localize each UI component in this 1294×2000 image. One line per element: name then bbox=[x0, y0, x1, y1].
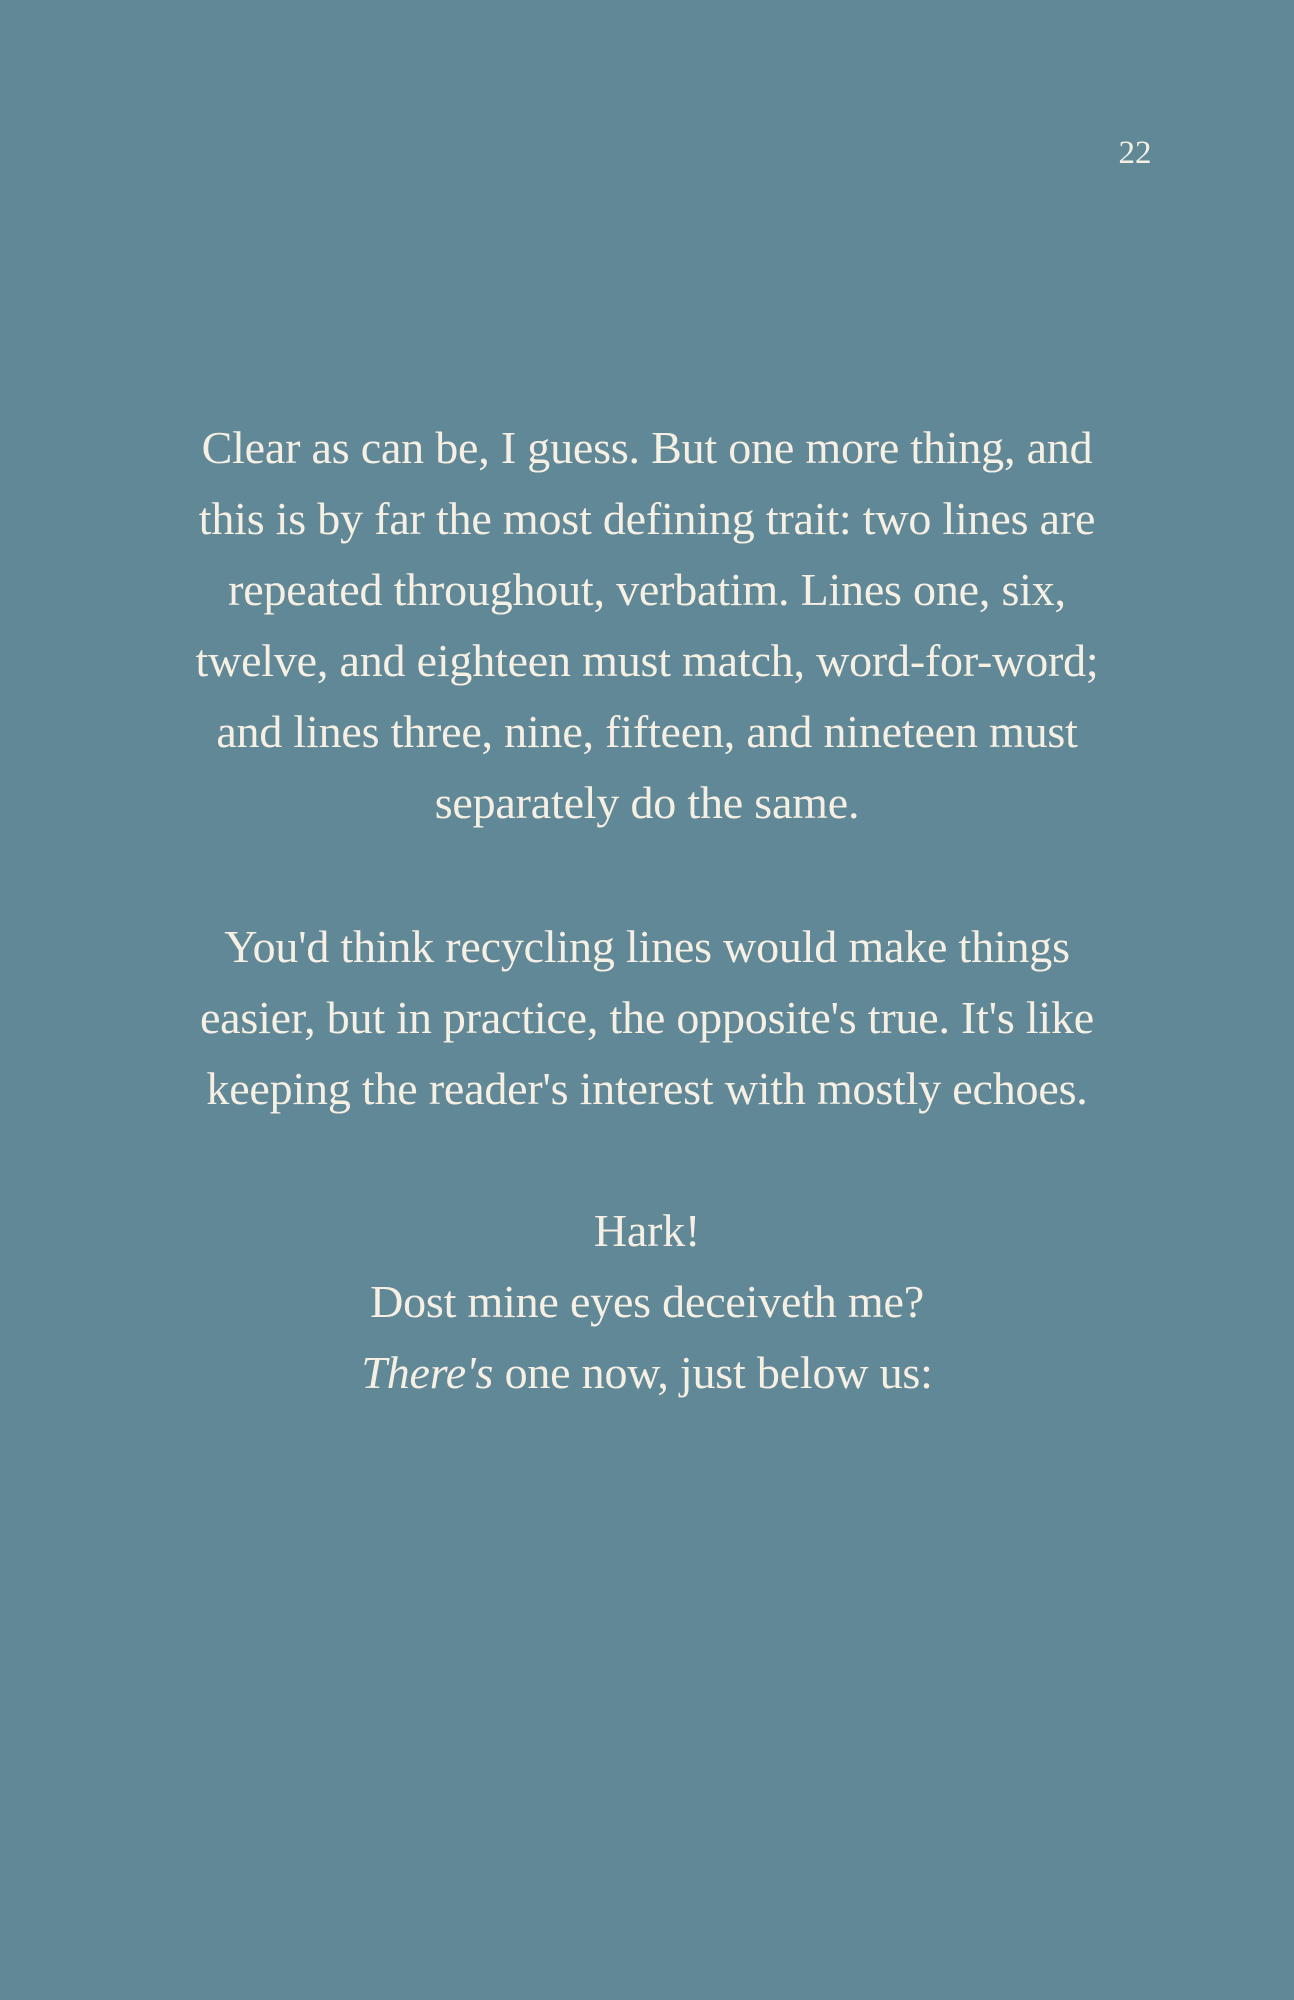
paragraph-line: Dost mine eyes deceiveth me? bbox=[370, 1276, 924, 1327]
paragraph-line: easier, but in practice, the opposite's true. It's like bbox=[199, 992, 1095, 1043]
paragraph-2 bbox=[150, 911, 1144, 1124]
paragraph-line: Clear as can be, I guess. But one more thing, and bbox=[201, 422, 1093, 473]
paragraph-line: separately do the same. bbox=[434, 777, 860, 828]
paragraph-line: repeated throughout, verbatim. Lines one, six, bbox=[228, 564, 1066, 615]
emphasis-text: There's bbox=[361, 1347, 494, 1398]
paragraph-line: this is by far the most defining trait: two lines are bbox=[198, 493, 1096, 544]
paragraph-1 bbox=[150, 412, 1144, 838]
page-number: 22 bbox=[1118, 135, 1152, 171]
paragraph-line: Hark! bbox=[593, 1205, 701, 1256]
paragraph-line: and lines three, nine, fifteen, and nineteen must bbox=[216, 706, 1078, 757]
paragraph-line: You'd think recycling lines would make things bbox=[224, 921, 1070, 972]
paragraph-3 bbox=[150, 1195, 1144, 1408]
paragraph-line: keeping the reader's interest with mostly echoes. bbox=[206, 1063, 1088, 1114]
paragraph-line-rest: one now, just below us: bbox=[493, 1347, 933, 1398]
paragraph-line: twelve, and eighteen must match, word-for-word; bbox=[195, 635, 1099, 686]
paragraph-last-line bbox=[150, 1337, 1144, 1408]
